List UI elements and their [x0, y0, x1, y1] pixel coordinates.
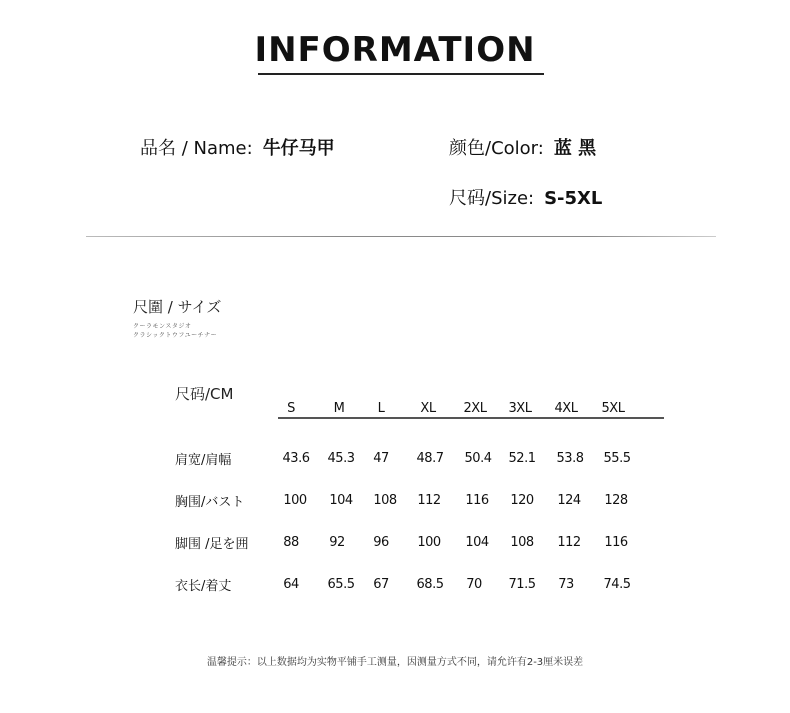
table-cell: 100 — [283, 493, 307, 508]
product-name-label: 品名 / Name: — [140, 138, 253, 159]
column-header-3xl: 3XL — [508, 401, 532, 416]
column-header-4xl: 4XL — [554, 401, 578, 416]
table-cell: 74.5 — [603, 577, 631, 592]
row-label-length: 衣长/着丈 — [175, 579, 232, 594]
row-label-chest: 胸围/バスト — [175, 495, 245, 510]
table-cell: 50.4 — [464, 451, 492, 466]
table-cell: 96 — [373, 535, 389, 550]
table-header-rule — [278, 417, 664, 419]
product-color-row — [449, 134, 596, 160]
product-name-value: 牛仔马甲 — [262, 138, 335, 159]
table-cell: 112 — [557, 535, 581, 550]
column-header-5xl: 5XL — [601, 401, 625, 416]
table-cell: 53.8 — [556, 451, 584, 466]
product-name-row — [140, 134, 335, 160]
size-section-subtitle-1: クーラモンスタジオ — [133, 323, 192, 330]
product-color-value: 蓝 黑 — [553, 138, 597, 159]
product-size-label: 尺码/Size: — [449, 188, 535, 209]
size-section-heading: 尺圍 / サイズ — [133, 298, 222, 316]
table-cell: 116 — [465, 493, 489, 508]
table-cell: 112 — [417, 493, 441, 508]
table-cell: 73 — [558, 577, 574, 592]
table-cell: 48.7 — [416, 451, 444, 466]
table-cell: 68.5 — [416, 577, 444, 592]
product-size-value: S-5XL — [544, 188, 603, 209]
table-cell: 71.5 — [508, 577, 536, 592]
table-cell: 120 — [510, 493, 534, 508]
table-cell: 52.1 — [508, 451, 536, 466]
column-header-2xl: 2XL — [463, 401, 487, 416]
table-cell: 43.6 — [282, 451, 310, 466]
table-cell: 92 — [329, 535, 345, 550]
table-cell: 65.5 — [327, 577, 355, 592]
column-header-s: S — [287, 401, 295, 416]
title-underline — [258, 73, 544, 75]
table-cell: 100 — [417, 535, 441, 550]
table-cell: 104 — [465, 535, 489, 550]
table-cell: 88 — [283, 535, 299, 550]
table-cell: 47 — [373, 451, 389, 466]
section-divider — [86, 236, 716, 237]
table-cell: 70 — [466, 577, 482, 592]
table-cell: 128 — [604, 493, 628, 508]
row-label-shoulder: 肩宽/肩幅 — [175, 453, 232, 468]
table-cell: 67 — [373, 577, 389, 592]
row-label-hem: 脚围 /足を囲 — [175, 537, 249, 552]
table-cell: 55.5 — [603, 451, 631, 466]
column-header-l: L — [377, 401, 385, 416]
column-header-m: M — [333, 401, 345, 416]
size-section-subtitle-2: クラシックトウフユーチナー — [133, 332, 218, 339]
measurement-note: 温馨提示：以上数据均为实物平铺手工测量，因测量方式不同，请允许有2-3厘米误差 — [206, 657, 584, 668]
table-cell: 108 — [373, 493, 397, 508]
table-cell: 124 — [557, 493, 581, 508]
table-cell: 116 — [604, 535, 628, 550]
table-cell: 45.3 — [327, 451, 355, 466]
table-cell: 104 — [329, 493, 353, 508]
product-color-label: 颜色/Color: — [449, 138, 544, 159]
table-unit-label: 尺码/CM — [175, 385, 234, 403]
product-size-row — [449, 184, 602, 210]
table-cell: 64 — [283, 577, 299, 592]
page-title: INFORMATION — [254, 30, 536, 70]
column-header-xl: XL — [420, 401, 436, 416]
table-cell: 108 — [510, 535, 534, 550]
